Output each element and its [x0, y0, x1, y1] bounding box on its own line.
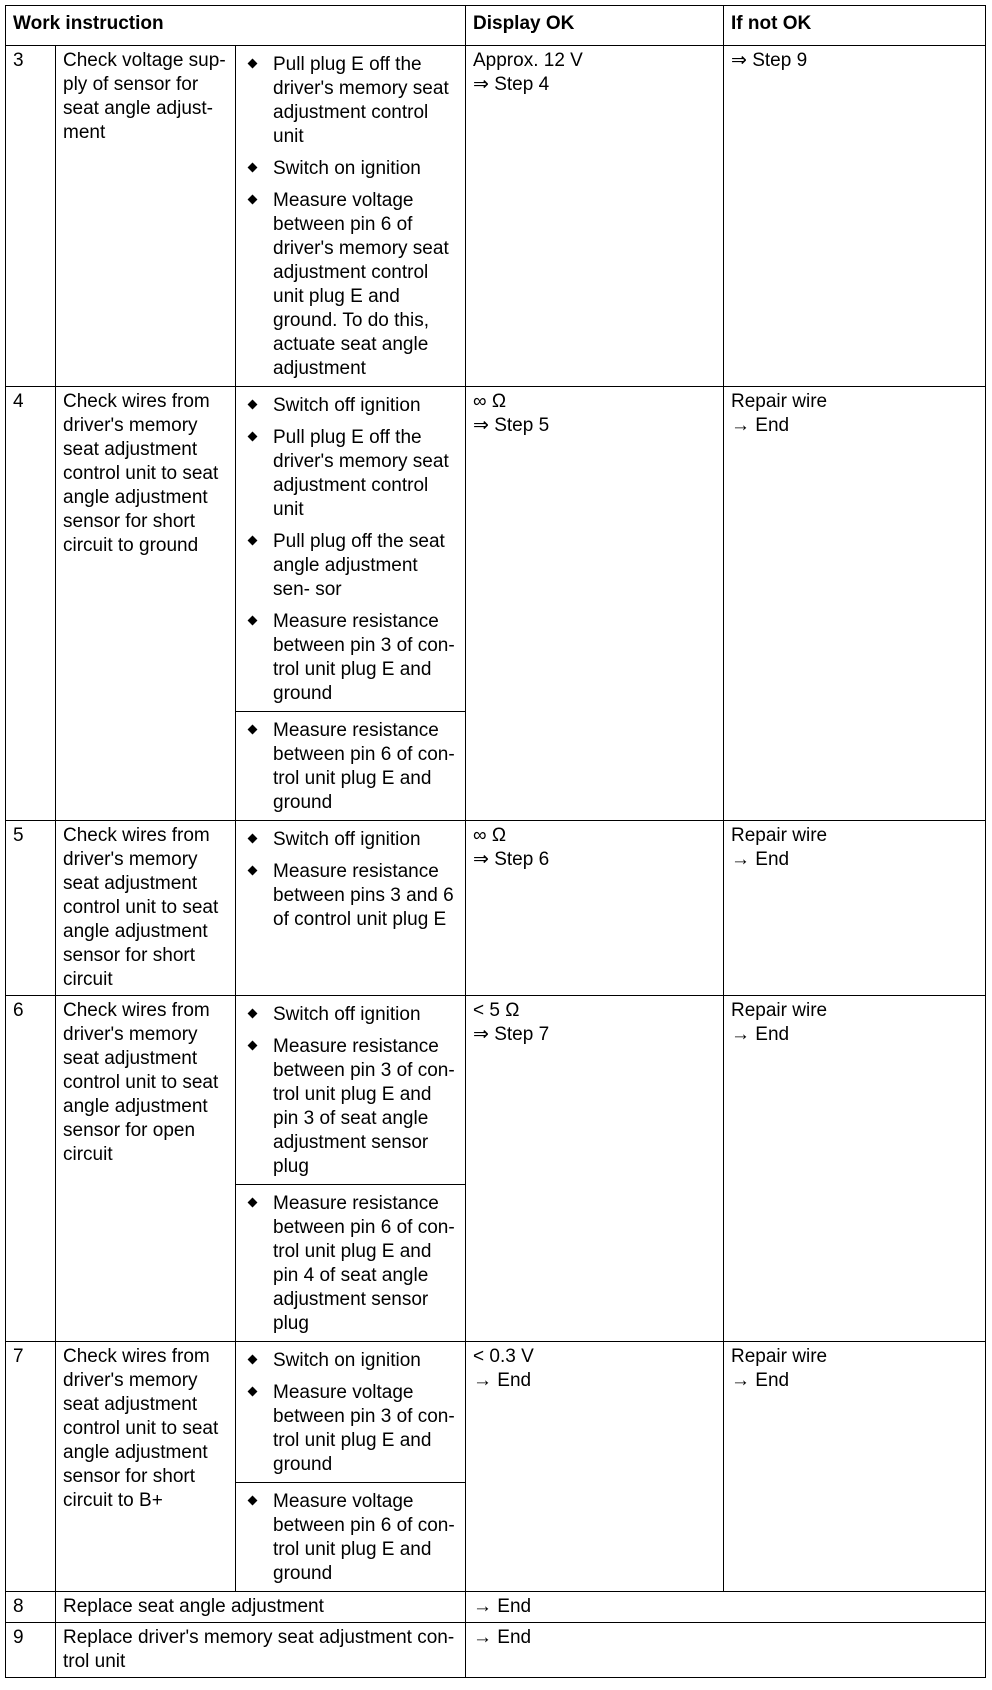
description-text: Replace driver's memory seat adjustment con- trol unit: [63, 1627, 455, 1672]
instruction-text: Measure resistance between pin 6 of con- trol unit plug E and pin 4 of seat angle adjustment sensor plug: [273, 1193, 455, 1334]
instruction-text: Measure resistance between pin 3 of con- trol unit plug E and pin 3 of seat angle adjustment sensor plug: [273, 1036, 455, 1177]
step-instructions: [236, 387, 466, 712]
not-ok-text: ⇒ Step 9: [731, 50, 808, 71]
table-row: [6, 387, 986, 712]
bullet-diamond-icon: [248, 1041, 258, 1051]
bullet-diamond-icon: [248, 834, 258, 844]
instruction-text: Pull plug off the seat angle adjustment sen- sor: [273, 531, 445, 600]
list-item: [243, 1381, 458, 1477]
step-instructions: [236, 1342, 466, 1483]
ok-action: ⇒ Step 4: [473, 74, 550, 95]
list-item: [243, 394, 458, 418]
instruction-text: Measure resistance between pin 3 of con- trol unit plug E and ground: [273, 611, 455, 704]
step-number: 9: [6, 1623, 56, 1678]
instruction-text: Measure voltage between pin 3 of con- trol unit plug E and ground: [273, 1382, 455, 1475]
list-item: [243, 426, 458, 522]
display-ok-cell: [466, 1592, 986, 1623]
display-ok-cell: [466, 821, 724, 996]
list-item: [243, 828, 458, 852]
instruction-text: Measure resistance between pin 6 of con- trol unit plug E and ground: [273, 720, 455, 813]
list-item: [243, 610, 458, 706]
ok-value: ∞ Ω: [473, 391, 507, 412]
step-instructions: [236, 712, 466, 821]
step-number: 8: [6, 1592, 56, 1623]
bullet-diamond-icon: [248, 616, 258, 626]
not-ok-action: → End: [731, 849, 790, 870]
instruction-text: Switch off ignition: [273, 1004, 421, 1025]
not-ok-cell: [724, 46, 986, 387]
not-ok-text: Repair wire: [731, 1346, 828, 1367]
ok-action: → End: [473, 1596, 532, 1617]
instruction-text: Measure resistance between pins 3 and 6 of control unit plug E: [273, 861, 454, 930]
list-item: [243, 189, 458, 381]
instruction-text: Pull plug E off the driver's memory seat adjustment control unit: [273, 54, 449, 147]
not-ok-cell: [724, 996, 986, 1342]
not-ok-cell: [724, 387, 986, 821]
description-text: Check voltage sup- ply of sensor for seat angle adjust- ment: [63, 50, 226, 143]
not-ok-cell: [724, 1342, 986, 1592]
display-ok-cell: [466, 1623, 986, 1678]
ok-value: ∞ Ω: [473, 825, 507, 846]
ok-value: Approx. 12 V: [473, 50, 583, 71]
not-ok-text: Repair wire: [731, 825, 828, 846]
display-ok-cell: [466, 46, 724, 387]
list-item: [243, 530, 458, 602]
instruction-text: Measure voltage between pin 6 of con- trol unit plug E and ground: [273, 1491, 455, 1584]
bullet-diamond-icon: [248, 536, 258, 546]
bullet-diamond-icon: [248, 1009, 258, 1019]
bullet-diamond-icon: [248, 59, 258, 69]
step-description: [56, 1342, 236, 1592]
instruction-text: Switch off ignition: [273, 829, 421, 850]
not-ok-text: Repair wire: [731, 391, 828, 412]
bullet-diamond-icon: [248, 1387, 258, 1397]
work-instruction-table: [5, 5, 986, 1678]
not-ok-action: → End: [731, 1370, 790, 1391]
description-text: Check wires from driver's memory seat adjustment control unit to seat angle adjustment sensor for short circuit: [63, 825, 219, 990]
instruction-text: Switch on ignition: [273, 1350, 421, 1371]
step-number: 3: [6, 46, 56, 387]
display-ok-cell: [466, 387, 724, 821]
description-text: Check wires from driver's memory seat adjustment control unit to seat angle adjustment sensor for short circuit to B+: [63, 1346, 219, 1511]
table-row: [6, 821, 986, 996]
bullet-diamond-icon: [248, 195, 258, 205]
list-item: [243, 1035, 458, 1179]
description-text: Replace seat angle adjustment: [63, 1596, 324, 1617]
step-instructions: [236, 1483, 466, 1592]
ok-action: ⇒ Step 6: [473, 849, 550, 870]
step-instructions: [236, 821, 466, 996]
list-item: [243, 53, 458, 149]
bullet-diamond-icon: [248, 1355, 258, 1365]
bullet-diamond-icon: [248, 432, 258, 442]
instruction-text: Switch on ignition: [273, 158, 421, 179]
table-row: [6, 46, 986, 387]
step-instructions: [236, 996, 466, 1185]
bullet-diamond-icon: [248, 866, 258, 876]
step-description: [56, 1623, 466, 1678]
list-item: [243, 157, 458, 181]
table-row: [6, 1623, 986, 1678]
not-ok-action: → End: [731, 1024, 790, 1045]
ok-value: < 5 Ω: [473, 1000, 520, 1021]
step-instructions: [236, 46, 466, 387]
step-number: 4: [6, 387, 56, 821]
list-item: [243, 1349, 458, 1373]
list-item: [243, 719, 458, 815]
not-ok-text: Repair wire: [731, 1000, 828, 1021]
header-if-not-ok: If not OK: [724, 6, 986, 46]
list-item: [243, 1490, 458, 1586]
ok-action: → End: [473, 1627, 532, 1648]
bullet-diamond-icon: [248, 400, 258, 410]
header-display-ok: Display OK: [466, 6, 724, 46]
bullet-diamond-icon: [248, 163, 258, 173]
instruction-text: Measure voltage between pin 6 of driver's memory seat adjustment control unit plug E and ground. To do this, actuate seat angle adjustment: [273, 190, 449, 379]
header-row: [6, 6, 986, 46]
ok-action: ⇒ Step 7: [473, 1024, 550, 1045]
description-text: Check wires from driver's memory seat adjustment control unit to seat angle adjustment sensor for short circuit to ground: [63, 391, 219, 556]
display-ok-cell: [466, 1342, 724, 1592]
step-description: [56, 1592, 466, 1623]
step-description: [56, 821, 236, 996]
step-number: 5: [6, 821, 56, 996]
display-ok-cell: [466, 996, 724, 1342]
table-row: [6, 1342, 986, 1483]
not-ok-action: → End: [731, 415, 790, 436]
not-ok-cell: [724, 821, 986, 996]
list-item: [243, 1192, 458, 1336]
step-description: [56, 996, 236, 1342]
bullet-diamond-icon: [248, 1496, 258, 1506]
bullet-diamond-icon: [248, 725, 258, 735]
table-row: [6, 1592, 986, 1623]
instruction-text: Pull plug E off the driver's memory seat adjustment control unit: [273, 427, 449, 520]
header-work-instruction: Work instruction: [6, 6, 466, 46]
ok-action: → End: [473, 1370, 532, 1391]
step-number: 6: [6, 996, 56, 1342]
description-text: Check wires from driver's memory seat adjustment control unit to seat angle adjustment sensor for open circuit: [63, 1000, 219, 1165]
bullet-diamond-icon: [248, 1198, 258, 1208]
step-instructions: [236, 1185, 466, 1342]
list-item: [243, 1003, 458, 1027]
ok-action: ⇒ Step 5: [473, 415, 550, 436]
ok-value: < 0.3 V: [473, 1346, 534, 1367]
step-number: 7: [6, 1342, 56, 1592]
step-description: [56, 46, 236, 387]
table-row: [6, 996, 986, 1185]
step-description: [56, 387, 236, 821]
list-item: [243, 860, 458, 932]
instruction-text: Switch off ignition: [273, 395, 421, 416]
